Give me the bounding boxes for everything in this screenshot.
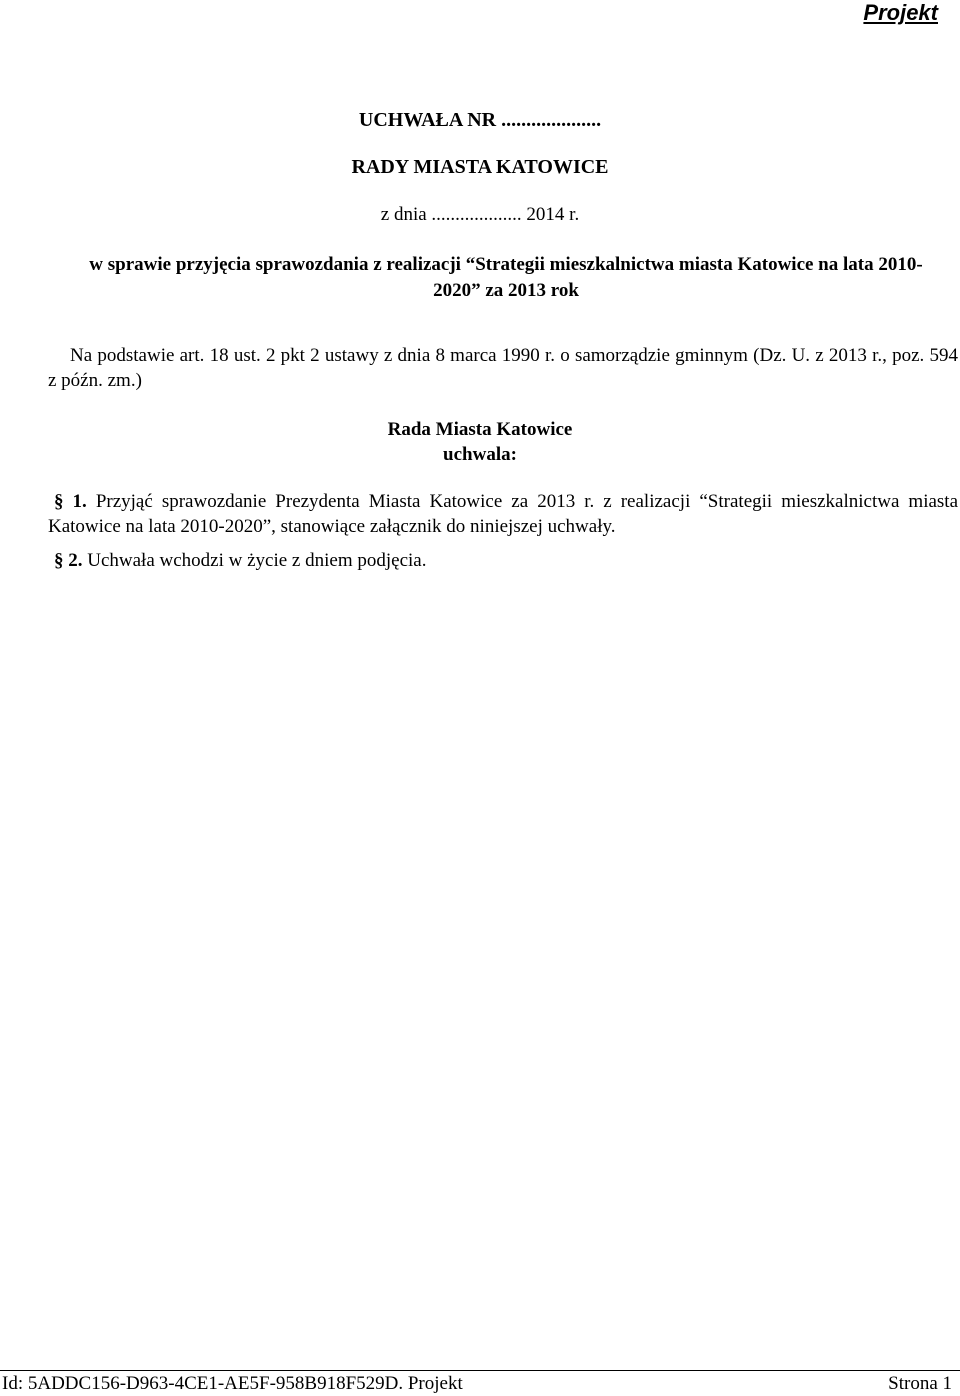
paragraph-number: 2. bbox=[68, 550, 83, 571]
legal-basis: Na podstawie art. 18 ust. 2 pkt 2 ustawy z dnia 8 marca 1990 r. o samorządzie gminnym (Dz. U. z 2013 r., poz. 594 z późn. zm.) bbox=[48, 345, 958, 391]
section-symbol: § bbox=[54, 550, 64, 571]
council-resolves-line-1: Rada Miasta Katowice bbox=[387, 419, 573, 440]
draft-stamp: Projekt bbox=[863, 0, 938, 25]
paragraph-text: Uchwała wchodzi w życie z dniem podjęcia. bbox=[87, 550, 427, 571]
paragraph-number: 1. bbox=[72, 491, 87, 512]
resolution-subject bbox=[58, 252, 954, 304]
council-name: RADY MIASTA KATOWICE bbox=[351, 156, 609, 178]
paragraph-1 bbox=[48, 489, 958, 539]
document-id: Id: 5ADDC156-D963-4CE1-AE5F-958B918F529D. Projekt bbox=[2, 1373, 463, 1394]
subject-line-2: 2020” za 2013 rok bbox=[433, 280, 579, 301]
council-resolves bbox=[0, 417, 960, 467]
footer-divider bbox=[0, 1370, 960, 1371]
resolution-date: z dnia ................... 2014 r. bbox=[380, 204, 580, 225]
section-symbol: § bbox=[54, 491, 64, 512]
paragraph-2 bbox=[48, 548, 958, 573]
page-footer bbox=[2, 1372, 956, 1396]
paragraph-text: Przyjąć sprawozdanie Prezydenta Miasta Katowice za 2013 r. z realizacji “Strategii mieszkalnictwa miasta Katowice na lata 2010-2020”, stanowiące załącznik do niniejszej uchwały. bbox=[48, 491, 959, 537]
page-number: Strona 1 bbox=[888, 1373, 952, 1394]
council-resolves-line-2: uchwala: bbox=[443, 444, 517, 465]
subject-line-1: w sprawie przyjęcia sprawozdania z realizacji “Strategii mieszkalnictwa miasta Katowice na lata 2010- bbox=[89, 254, 923, 275]
resolution-number: UCHWAŁA NR .................... bbox=[358, 109, 602, 131]
